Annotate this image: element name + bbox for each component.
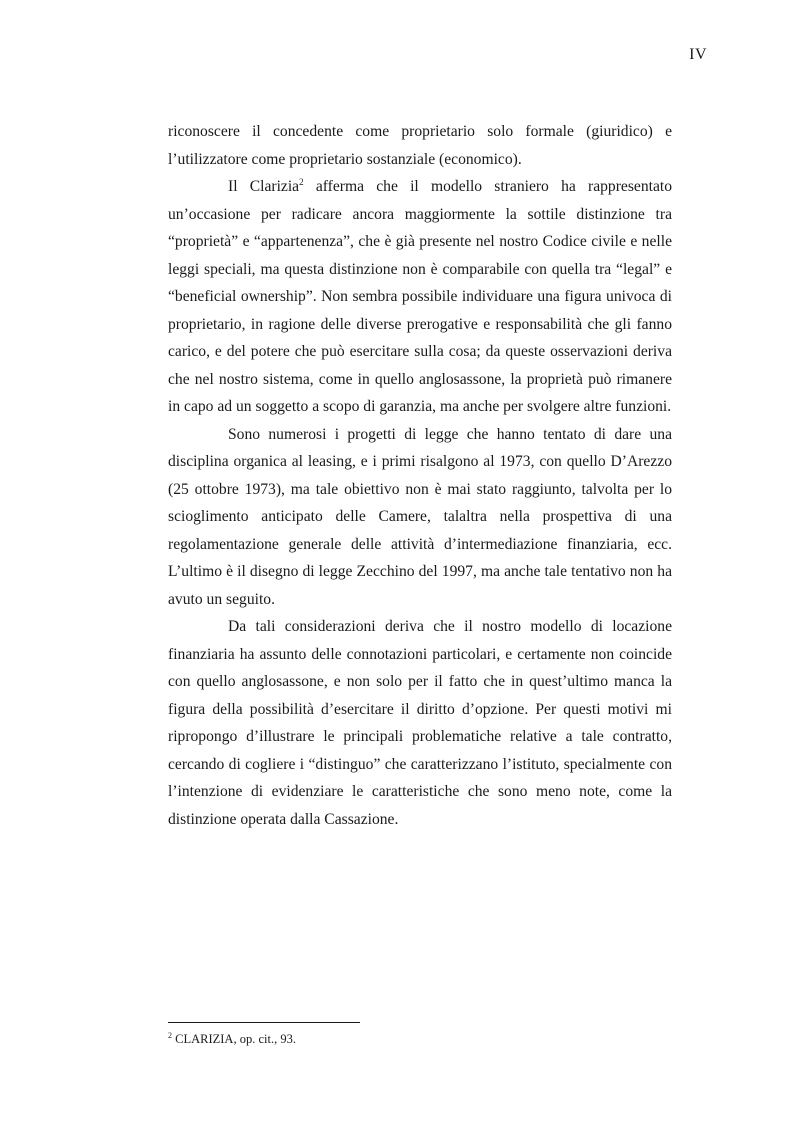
paragraph-2-lead: Il Clarizia xyxy=(228,178,300,195)
paragraph-1: riconoscere il concedente come proprietario solo formale (giuridico) e l’utilizzatore come proprietario sostanziale (economico). xyxy=(168,123,672,168)
page-number: IV xyxy=(689,46,707,63)
paragraph-2 xyxy=(168,173,672,421)
paragraph-4: Da tali considerazioni deriva che il nostro modello di locazione finanziaria ha assunto delle connotazioni particolari, e certamente non coincide con quello anglosassone, e non solo per il fatto che in quest’ultimo manca la figura della possibilità d’esercitare il diritto d’opzione. Per questi motivi mi ripropongo d’illustrare le principali problematiche relative a tale contratto, cercando di cogliere i “distinguo” che caratterizzano l’istituto, specialmente con l’intenzione di evidenziare le caratteristiche che sono meno note, come la distinzione operata dalla Cassazione. xyxy=(168,618,672,828)
footnote-reference[interactable]: 2 xyxy=(299,177,304,187)
paragraph-3: Sono numerosi i progetti di legge che hanno tentato di dare una disciplina organica al leasing, e i primi risalgono al 1973, con quello D’Arezzo (25 ottobre 1973), ma tale obiettivo non è mai stato raggiunto, talvolta per lo scioglimento anticipato delle Camere, talaltra nella prospettiva di una regolamentazione generale delle attività d’intermediazione finanziaria, ecc. L’ultimo è il disegno di legge Zecchino del 1997, ma anche tale tentativo non ha avuto un seguito. xyxy=(168,425,672,608)
footnote-text: CLARIZIA, op. cit., 93. xyxy=(172,1032,296,1046)
footnote-separator xyxy=(168,1022,360,1023)
footnote xyxy=(168,1030,296,1048)
paragraph-2-body: afferma che il modello straniero ha rappresentato un’occasione per radicare ancora maggiormente la sottile distinzione tra “proprietà” e “appartenenza”, che è già presente nel nostro Codice civile e nelle leggi speciali, ma questa distinzione non è comparabile con quella tra “legal” e “beneficial ownership”. Non sembra possibile individuare una figura univoca di proprietario, in ragione delle diverse prerogative e responsabilità che gli fanno carico, e del potere che può esercitare sulla cosa; da queste osservazioni deriva che nel nostro sistema, come in quello anglosassone, la proprietà può rimanere in capo ad un soggetto a scopo di garanzia, ma anche per svolgere altre funzioni. xyxy=(168,178,673,415)
body-text xyxy=(168,118,672,833)
footnote-number: 2 xyxy=(168,1031,172,1040)
